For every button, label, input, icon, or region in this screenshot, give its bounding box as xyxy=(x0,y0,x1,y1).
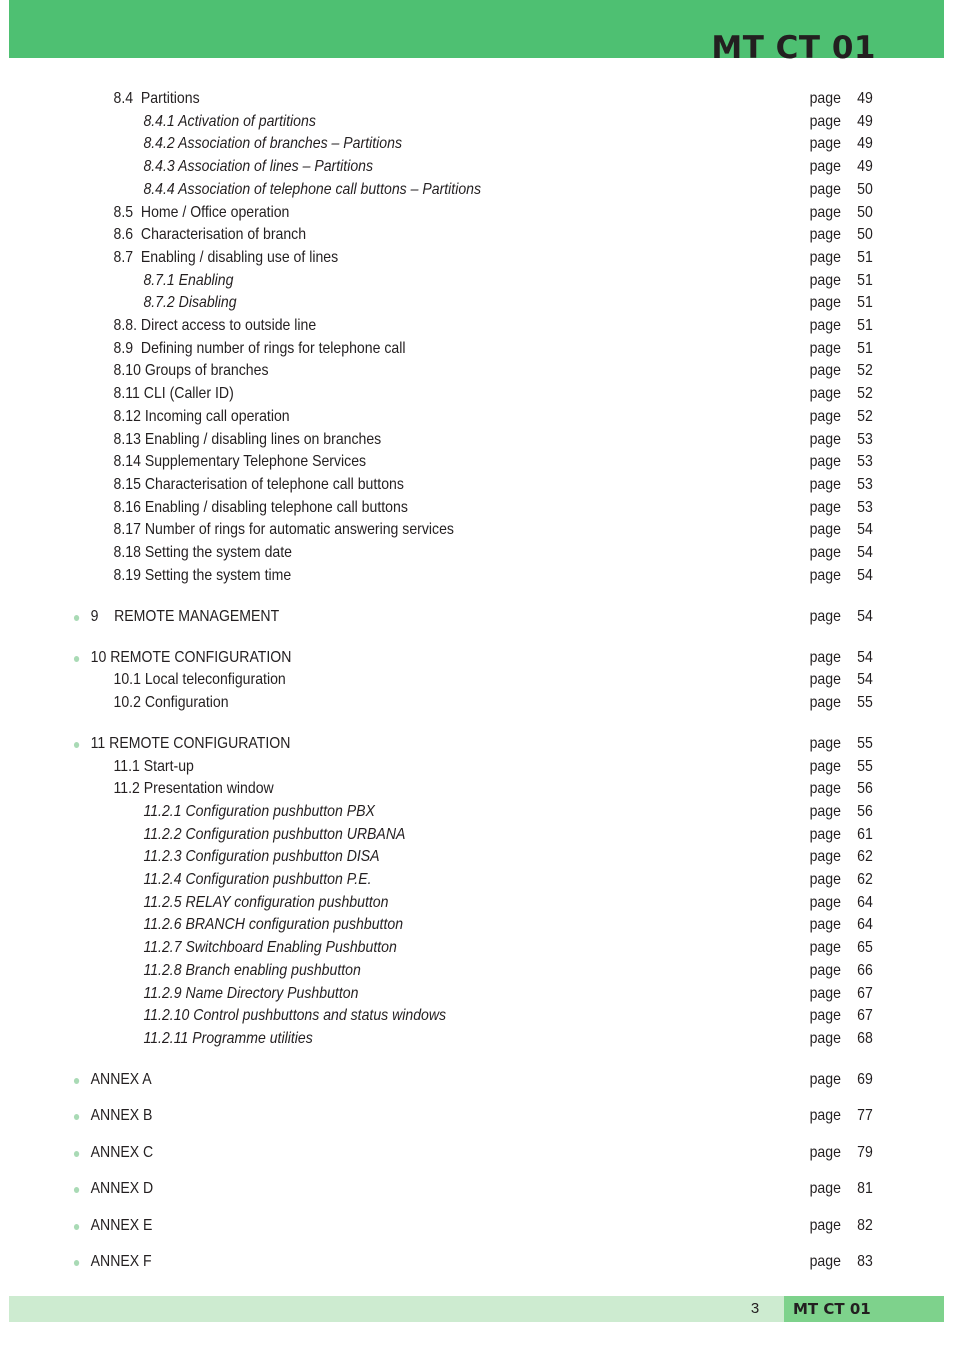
document-title: MT CT 01 xyxy=(711,30,876,66)
toc-entry-page-number: 53 xyxy=(857,453,873,471)
toc-entry-page-number: 64 xyxy=(857,893,873,911)
toc-entry-page-word: page xyxy=(809,1216,841,1234)
toc-entry-label: 8.19 Setting the system time xyxy=(113,566,292,584)
bullet-icon xyxy=(74,1151,79,1157)
toc-entry-label: 10.2 Configuration xyxy=(113,693,229,711)
toc-entry-page-number: 54 xyxy=(857,521,873,539)
toc-entry-page-number: 81 xyxy=(857,1180,873,1198)
toc-entry-label: 11.2 Presentation window xyxy=(113,780,274,798)
toc-entry xyxy=(0,960,873,983)
toc-entry xyxy=(0,669,873,692)
toc-entry-page-word: page xyxy=(809,671,841,689)
toc-entry-label: 8.7.2 Disabling xyxy=(143,294,237,312)
toc-entry-page-word: page xyxy=(809,1253,841,1271)
toc-entry-label: 11.2.10 Control pushbuttons and status windows xyxy=(143,1007,447,1025)
toc-entry-page-number: 54 xyxy=(857,648,873,666)
toc-entry-page-number: 53 xyxy=(857,475,873,493)
toc-entry-page-word: page xyxy=(809,1180,841,1198)
toc-entry-page-word: page xyxy=(809,607,841,625)
toc-entry-label: 9 REMOTE MANAGEMENT xyxy=(90,607,280,625)
toc-entry-page-word: page xyxy=(809,521,841,539)
toc-entry-page-number: 51 xyxy=(857,339,873,357)
toc-entry-label: 10 REMOTE CONFIGURATION xyxy=(90,648,292,666)
toc-entry xyxy=(0,292,873,315)
bullet-icon xyxy=(74,1114,79,1120)
toc-entry-page-word: page xyxy=(809,362,841,380)
toc-entry-label: 11.2.6 BRANCH configuration pushbutton xyxy=(143,916,404,934)
toc-entry-page-number: 55 xyxy=(857,693,873,711)
toc-entry-page-number: 54 xyxy=(857,566,873,584)
toc-entry xyxy=(0,756,873,779)
toc-entry-page-number: 67 xyxy=(857,984,873,1002)
toc-entry-label: 8.13 Enabling / disabling lines on branches xyxy=(113,430,382,448)
toc-entry-page-word: page xyxy=(809,734,841,752)
toc-entry-page-number: 49 xyxy=(857,158,873,176)
toc-entry-page-number: 66 xyxy=(857,961,873,979)
toc-entry-label: 11.2.5 RELAY configuration pushbutton xyxy=(143,893,389,911)
bullet-icon xyxy=(74,1078,79,1084)
toc-entry-label: 11 REMOTE CONFIGURATION xyxy=(90,734,291,752)
toc-entry-page-word: page xyxy=(809,180,841,198)
toc-entry xyxy=(0,1178,873,1201)
toc-entry-page-number: 52 xyxy=(857,407,873,425)
toc-entry-label: 11.2.3 Configuration pushbutton DISA xyxy=(143,848,380,866)
toc-entry xyxy=(0,606,873,629)
toc-entry-page-word: page xyxy=(809,566,841,584)
toc-entry-page-number: 51 xyxy=(857,317,873,334)
toc-entry-page-number: 79 xyxy=(857,1143,873,1161)
toc-entry-page-number: 53 xyxy=(857,498,873,516)
toc-entry-page-word: page xyxy=(809,893,841,911)
toc-entry-page-number: 51 xyxy=(857,271,873,289)
bullet-icon xyxy=(74,615,79,621)
toc-entry-label: 8.9 Defining number of rings for telephone call xyxy=(113,339,406,357)
toc-entry xyxy=(0,983,873,1006)
toc-entry-label: 8.4.4 Association of telephone call buttons – Partitions xyxy=(143,180,482,198)
toc-entry-label: 8.15 Characterisation of telephone call buttons xyxy=(113,475,404,493)
toc-entry-page-word: page xyxy=(809,871,841,888)
toc-entry xyxy=(0,202,873,225)
toc-entry-label: 8.4.3 Association of lines – Partitions xyxy=(143,158,374,176)
toc-entry-page-word: page xyxy=(809,294,841,312)
toc-entry xyxy=(0,778,873,801)
toc-entry-page-number: 52 xyxy=(857,385,873,403)
toc-entry-page-word: page xyxy=(809,498,841,516)
toc-entry-label: 8.4 Partitions xyxy=(113,90,200,107)
toc-entry xyxy=(0,315,873,338)
toc-entry-page-number: 65 xyxy=(857,939,873,957)
toc-entry-page-word: page xyxy=(809,961,841,979)
toc-entry xyxy=(0,1215,873,1238)
bullet-icon xyxy=(74,1260,79,1266)
toc-entry-label: 8.8. Direct access to outside line xyxy=(113,317,317,334)
bullet-icon xyxy=(74,656,79,662)
toc-entry-page-word: page xyxy=(809,916,841,934)
toc-entry-page-word: page xyxy=(809,1107,841,1125)
toc-entry xyxy=(0,156,873,179)
toc-entry-page-word: page xyxy=(809,112,841,130)
toc-entry-page-number: 50 xyxy=(857,203,873,221)
toc-entry-page-number: 49 xyxy=(857,112,873,130)
toc-entry xyxy=(0,451,873,474)
toc-entry-page-word: page xyxy=(809,407,841,425)
toc-entry xyxy=(0,383,873,406)
toc-entry-page-number: 82 xyxy=(857,1216,873,1234)
toc-entry xyxy=(0,1142,873,1165)
toc-entry-page-number: 50 xyxy=(857,226,873,244)
toc-entry xyxy=(0,497,873,520)
bullet-icon xyxy=(74,1224,79,1230)
toc-entry-label: 8.4.2 Association of branches – Partitions xyxy=(143,135,402,153)
toc-entry-page-number: 54 xyxy=(857,671,873,689)
toc-entry-label: ANNEX B xyxy=(90,1107,153,1125)
toc-entry xyxy=(0,869,873,892)
toc-entry-page-number: 49 xyxy=(857,135,873,153)
toc-entry-label: 8.11 CLI (Caller ID) xyxy=(113,385,234,403)
toc-entry-page-word: page xyxy=(809,90,841,107)
toc-entry xyxy=(0,846,873,869)
toc-entry-page-word: page xyxy=(809,1007,841,1025)
toc-entry-page-word: page xyxy=(809,544,841,561)
toc-entry xyxy=(0,892,873,915)
toc-entry-page-word: page xyxy=(809,453,841,471)
toc-entry-page-number: 56 xyxy=(857,780,873,798)
toc-entry-page-word: page xyxy=(809,271,841,289)
toc-entry-page-word: page xyxy=(809,158,841,176)
toc-entry xyxy=(0,270,873,293)
toc-entry-page-number: 69 xyxy=(857,1070,873,1088)
bullet-icon xyxy=(74,1187,79,1193)
toc-entry-page-word: page xyxy=(809,1029,841,1047)
toc-entry-page-word: page xyxy=(809,475,841,493)
toc-entry-label: 8.7.1 Enabling xyxy=(143,271,234,289)
toc-entry-label: 11.2.2 Configuration pushbutton URBANA xyxy=(143,825,406,843)
toc-entry-page-word: page xyxy=(809,203,841,221)
toc-entry-label: 8.12 Incoming call operation xyxy=(113,407,290,425)
toc-entry xyxy=(0,519,873,542)
toc-entry-page-number: 61 xyxy=(857,825,873,843)
toc-entry-page-number: 54 xyxy=(857,607,873,625)
toc-entry xyxy=(0,824,873,847)
toc-entry-label: ANNEX F xyxy=(90,1253,152,1271)
toc-entry-label: 8.18 Setting the system date xyxy=(113,544,292,561)
toc-entry-page-word: page xyxy=(809,1070,841,1088)
toc-entry xyxy=(0,801,873,824)
toc-entry-page-word: page xyxy=(809,135,841,153)
toc-entry-label: 10.1 Local teleconfiguration xyxy=(113,671,286,689)
toc-entry xyxy=(0,647,873,670)
toc-entry-label: ANNEX D xyxy=(90,1180,154,1198)
toc-entry-label: 11.2.1 Configuration pushbutton PBX xyxy=(143,802,375,820)
toc-entry-label: ANNEX E xyxy=(90,1216,153,1234)
toc-entry-page-word: page xyxy=(809,248,841,266)
toc-entry-page-word: page xyxy=(809,848,841,866)
toc-entry-page-number: 51 xyxy=(857,294,873,312)
toc-entry xyxy=(0,914,873,937)
toc-entry-label: 11.1 Start-up xyxy=(113,757,194,775)
toc-entry-page-number: 53 xyxy=(857,430,873,448)
toc-entry xyxy=(0,247,873,270)
toc-entry-page-number: 62 xyxy=(857,871,873,888)
toc-entry-label: 8.14 Supplementary Telephone Services xyxy=(113,453,367,471)
toc-entry-page-number: 56 xyxy=(857,802,873,820)
toc-entry-page-number: 49 xyxy=(857,90,873,107)
toc-entry-page-word: page xyxy=(809,339,841,357)
toc-entry xyxy=(0,360,873,383)
toc-entry xyxy=(0,937,873,960)
toc-entry xyxy=(0,692,873,715)
toc-entry-label: 11.2.4 Configuration pushbutton P.E. xyxy=(143,871,372,888)
toc-entry xyxy=(0,565,873,588)
toc-entry-page-word: page xyxy=(809,317,841,334)
toc-entry-page-number: 54 xyxy=(857,544,873,561)
toc-entry-label: 11.2.11 Programme utilities xyxy=(143,1029,313,1047)
toc-entry xyxy=(0,1105,873,1128)
toc-entry-page-word: page xyxy=(809,825,841,843)
toc-entry-page-word: page xyxy=(809,693,841,711)
toc-entry-page-word: page xyxy=(809,939,841,957)
toc-entry-page-number: 68 xyxy=(857,1029,873,1047)
toc-entry-page-number: 55 xyxy=(857,757,873,775)
toc-entry xyxy=(0,1069,873,1092)
toc-entry-page-number: 64 xyxy=(857,916,873,934)
toc-entry-label: 8.7 Enabling / disabling use of lines xyxy=(113,248,339,266)
toc-entry xyxy=(0,111,873,134)
toc-entry-page-word: page xyxy=(809,430,841,448)
toc-entry-label: 8.5 Home / Office operation xyxy=(113,203,290,221)
toc-entry xyxy=(0,179,873,202)
toc-entry-label: 8.16 Enabling / disabling telephone call buttons xyxy=(113,498,408,516)
toc-entry-page-word: page xyxy=(809,757,841,775)
toc-entry-label: 8.6 Characterisation of branch xyxy=(113,226,307,244)
toc-entry xyxy=(0,1028,873,1051)
footer-page-number: 3 xyxy=(750,1300,760,1317)
toc-entry-label: 8.17 Number of rings for automatic answering services xyxy=(113,521,454,539)
bullet-icon xyxy=(74,742,79,748)
toc-entry-page-number: 55 xyxy=(857,734,873,752)
toc-entry-label: ANNEX A xyxy=(90,1070,152,1088)
toc-entry-page-number: 62 xyxy=(857,848,873,866)
toc-entry-page-number: 77 xyxy=(857,1107,873,1125)
toc-entry-page-number: 83 xyxy=(857,1253,873,1271)
toc-entry xyxy=(0,1005,873,1028)
toc-entry xyxy=(0,224,873,247)
toc-entry-page-number: 67 xyxy=(857,1007,873,1025)
toc-entry-label: ANNEX C xyxy=(90,1143,154,1161)
toc-entry-page-word: page xyxy=(809,984,841,1002)
toc-entry xyxy=(0,1251,873,1274)
toc-entry-label: 8.4.1 Activation of partitions xyxy=(143,112,316,130)
toc-entry-page-word: page xyxy=(809,802,841,820)
toc-entry-page-word: page xyxy=(809,385,841,403)
toc-entry xyxy=(0,474,873,497)
toc-entry-page-word: page xyxy=(809,226,841,244)
toc-entry xyxy=(0,733,873,756)
toc-entry xyxy=(0,133,873,156)
toc-entry-label: 11.2.9 Name Directory Pushbutton xyxy=(143,984,359,1002)
toc-entry-page-word: page xyxy=(809,1143,841,1161)
toc-entry xyxy=(0,406,873,429)
toc-entry xyxy=(0,88,873,111)
toc-entry xyxy=(0,429,873,452)
toc-entry xyxy=(0,542,873,565)
toc-entry-page-word: page xyxy=(809,648,841,666)
footer-title: MT CT 01 xyxy=(793,1300,871,1318)
toc-entry-label: 11.2.7 Switchboard Enabling Pushbutton xyxy=(143,939,397,957)
toc-entry-label: 8.10 Groups of branches xyxy=(113,362,269,380)
toc-entry-page-number: 50 xyxy=(857,180,873,198)
toc-entry-label: 11.2.8 Branch enabling pushbutton xyxy=(143,961,361,979)
toc-entry-page-number: 51 xyxy=(857,248,873,266)
toc-entry-page-number: 52 xyxy=(857,362,873,380)
toc-entry xyxy=(0,338,873,361)
toc-entry-page-word: page xyxy=(809,780,841,798)
